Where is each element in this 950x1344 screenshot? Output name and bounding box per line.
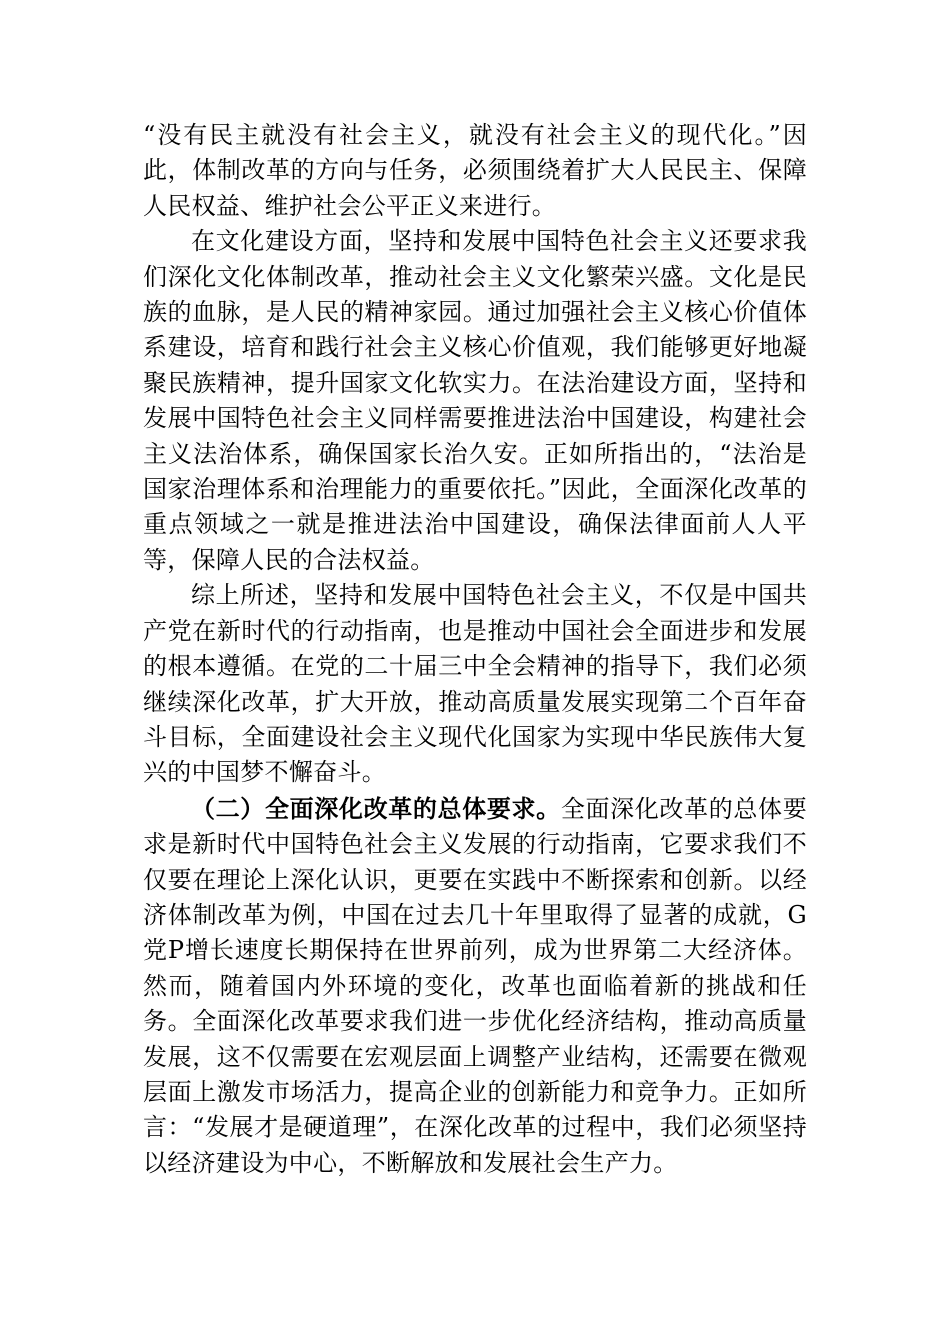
paragraph-summary: 综上所述，坚持和发展中国特色社会主义，不仅是中国共产党在新时代的行动指南，也是推动中国社会全面进步和发展的根本遵循。在党的二十届三中全会精神的指导下，我们必须继续深化改革，扩大开放，推动高质量发展实现第二个百年奋斗目标，全面建设社会主义现代化国家为实现中华民族伟大复兴的中国梦不懈奋斗。 [143, 581, 807, 787]
section-body: 全面深化改革的总体要求是新时代中国特色社会主义发展的行动指南，它要求我们不仅要在理论上深化认识，更要在实践中不断探索和创新。以经济体制改革为例，中国在过去几十年里取得了显著的成就，G党P增长速度长期保持在世界前列，成为世界第二大经济体。然而，随着国内外环境的变化，改革也面临着新的挑战和任务。全面深化改革要求我们进一步优化经济结构，推动高质量发展，这不仅需要在宏观层面上调整产业结构，还需要在微观层面上激发市场活力，提高企业的创新能力和竞争力。正如所言：“发展才是硬道理”，在深化改革的过程中，我们必须坚持以经济建设为中心，不断解放和发展社会生产力。 [143, 794, 807, 1177]
body-text [143, 118, 807, 1181]
paragraph-overall-requirements [143, 791, 807, 1181]
paragraph-culture-law: 在文化建设方面，坚持和发展中国特色社会主义还要求我们深化文化体制改革，推动社会主义文化繁荣兴盛。文化是民族的血脉，是人民的精神家园。通过加强社会主义核心价值体系建设，培育和践行社会主义核心价值观，我们能够更好地凝聚民族精神，提升国家文化软实力。在法治建设方面，坚持和发展中国特色社会主义同样需要推进法治中国建设，构建社会主义法治体系，确保国家长治久安。正如所指出的，“法治是国家治理体系和治理能力的重要依托。”因此，全面深化改革的重点领域之一就是推进法治中国建设，确保法律面前人人平等，保障人民的合法权益。 [143, 227, 807, 574]
section-heading: （二）全面深化改革的总体要求。 [191, 793, 561, 823]
paragraph-democracy-quote: “没有民主就没有社会主义，就没有社会主义的现代化。”因此，体制改革的方向与任务，必须围绕着扩大人民民主、保障人民权益、维护社会公平正义来进行。 [143, 121, 807, 220]
